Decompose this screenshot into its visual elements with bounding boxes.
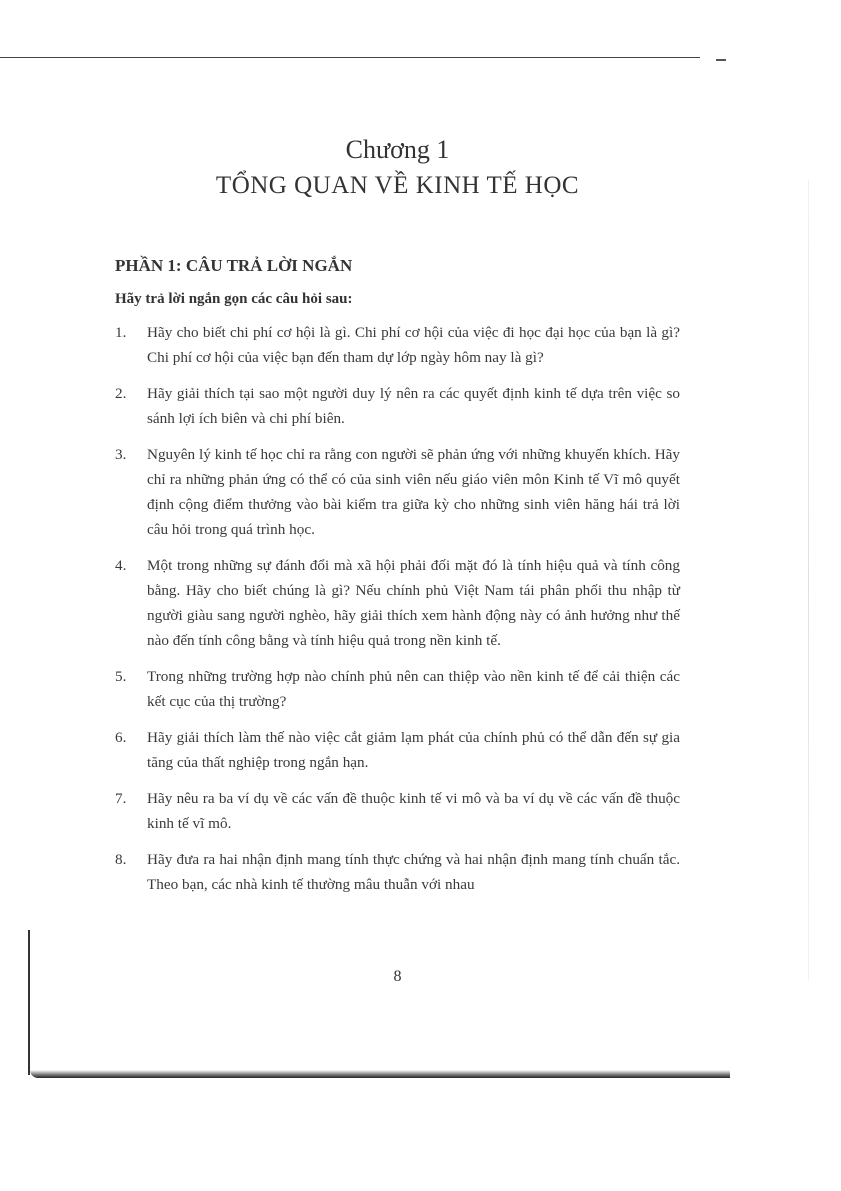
question-number: 5. [115, 668, 127, 685]
question-list [115, 320, 680, 908]
question-text: Hãy cho biết chi phí cơ hội là gì. Chi phí cơ hội của việc đi học đại học của bạn là gì? Chi phí cơ hội của việc bạn đến tham dự lớp ngày hôm nay là gì? [147, 324, 680, 366]
question-text: Một trong những sự đánh đổi mà xã hội phải đối mặt đó là tính hiệu quả và tính công bằng. Hãy cho biết chúng là gì? Nếu chính phủ Việt Nam tái phân phối thu nhập từ người giàu sang người nghèo, hãy giải thích xem hành động này có ảnh hưởng như thế nào đến tính công bằng và tính hiệu quả trong nền kinh tế. [147, 557, 680, 649]
scan-top-rule [0, 57, 700, 58]
question-number: 6. [115, 729, 127, 746]
section-heading: PHẦN 1: CÂU TRẢ LỜI NGẮN [115, 256, 353, 275]
question-text: Hãy giải thích làm thế nào việc cắt giảm lạm phát của chính phủ có thể dẫn đến sự gia tăng của thất nghiệp trong ngắn hạn. [147, 729, 680, 771]
question-item [115, 725, 680, 775]
scan-corner-mark [716, 59, 726, 61]
question-item [115, 381, 680, 431]
question-item [115, 442, 680, 542]
question-item [115, 847, 680, 897]
scan-right-edge [808, 180, 809, 980]
question-text: Hãy đưa ra hai nhận định mang tính thực chứng và hai nhận định mang tính chuẩn tắc. Theo bạn, các nhà kinh tế thường mâu thuẫn với nhau [147, 851, 680, 893]
question-number: 2. [115, 385, 127, 402]
question-item [115, 664, 680, 714]
scan-bottom-shadow [30, 1070, 730, 1078]
question-item [115, 553, 680, 653]
question-text: Trong những trường hợp nào chính phủ nên can thiệp vào nền kinh tế để cải thiện các kết cục của thị trường? [147, 668, 680, 710]
question-number: 7. [115, 790, 127, 807]
chapter-label: Chương 1 [345, 135, 450, 164]
question-number: 3. [115, 446, 127, 463]
chapter-title: TỔNG QUAN VỀ KINH TẾ HỌC [215, 172, 580, 199]
scan-left-edge [28, 930, 30, 1075]
question-number: 1. [115, 324, 127, 341]
question-item [115, 320, 680, 370]
page-number: 8 [393, 968, 402, 985]
question-text: Hãy giải thích tại sao một người duy lý nên ra các quyết định kinh tế dựa trên việc so sánh lợi ích biên và chi phí biên. [147, 385, 680, 427]
question-text: Nguyên lý kinh tế học chỉ ra rằng con người sẽ phản ứng với những khuyến khích. Hãy chỉ ra những phản ứng có thể có của sinh viên nếu giáo viên môn Kinh tế Vĩ mô quyết định cộng điểm thưởng vào bài kiểm tra giữa kỳ cho những sinh viên hăng hái trả lời câu hỏi trong quá trình học. [147, 446, 680, 538]
question-text: Hãy nêu ra ba ví dụ về các vấn đề thuộc kinh tế vi mô và ba ví dụ về các vấn đề thuộc kinh tế vĩ mô. [147, 790, 680, 832]
question-number: 4. [115, 557, 127, 574]
question-item [115, 786, 680, 836]
question-number: 8. [115, 851, 127, 868]
instruction-text: Hãy trả lời ngắn gọn các câu hỏi sau: [115, 291, 353, 307]
